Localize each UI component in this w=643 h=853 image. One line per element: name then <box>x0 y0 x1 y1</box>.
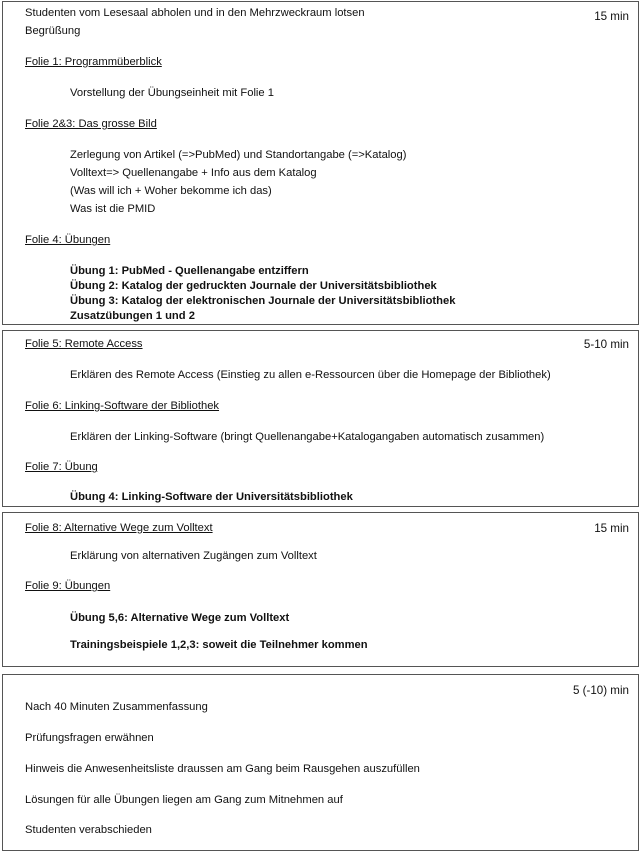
section-4-line-4: Lösungen für alle Übungen liegen am Gang zum Mitnehmen auf <box>25 794 343 806</box>
section-2-time: 5-10 min <box>583 338 629 351</box>
section-4-line-5: Studenten verabschieden <box>25 824 152 836</box>
section-2-exercise-4: Übung 4: Linking-Software der Universitätsbibliothek <box>70 491 353 503</box>
section-1-exercise-extra: Zusatzübungen 1 und 2 <box>70 310 195 322</box>
section-4-line-3: Hinweis die Anwesenheitsliste draussen am Gang beim Rausgehen auszufüllen <box>25 763 420 775</box>
section-3-time: 15 min <box>594 522 629 535</box>
section-1-line-2: Begrüßung <box>25 25 81 37</box>
section-4-line-2: Prüfungsfragen erwähnen <box>25 732 154 744</box>
section-3-slide-heading-1: Folie 8: Alternative Wege zum Volltext <box>25 522 213 534</box>
section-2-slide-heading-3: Folie 7: Übung <box>25 461 98 473</box>
section-1-line-4: Vorstellung der Übungseinheit mit Folie 1 <box>70 87 274 99</box>
section-1-line-8: (Was will ich + Woher bekomme ich das) <box>70 185 272 197</box>
section-1-line-1: Studenten vom Lesesaal abholen und in den Mehrzweckraum lotsen <box>25 7 365 19</box>
section-2-line-2: Erklären des Remote Access (Einstieg zu allen e-Ressourcen über die Homepage der Bibliothek) <box>70 369 551 381</box>
section-3-line-2: Erklärung von alternativen Zugängen zum Volltext <box>70 550 317 562</box>
section-1-time: 15 min <box>594 10 629 23</box>
section-2-slide-heading-2: Folie 6: Linking-Software der Bibliothek <box>25 400 220 412</box>
section-1-slide-heading-3: Folie 4: Übungen <box>25 234 111 246</box>
section-3-training-examples: Trainingsbeispiele 1,2,3: soweit die Teilnehmer kommen <box>70 639 368 651</box>
section-1-line-6: Zerlegung von Artikel (=>PubMed) und Standortangabe (=>Katalog) <box>70 149 407 161</box>
section-1-line-9: Was ist die PMID <box>70 203 156 215</box>
section-4-line-1: Nach 40 Minuten Zusammenfassung <box>25 701 208 713</box>
section-1-exercise-2: Übung 2: Katalog der gedruckten Journale der Universitätsbibliothek <box>70 280 437 292</box>
section-2-line-4: Erklären der Linking-Software (bringt Quellenangabe+Katalogangaben automatisch zusammen) <box>70 431 545 443</box>
section-1-exercise-1: Übung 1: PubMed - Quellenangabe entziffern <box>70 265 309 277</box>
section-4-box <box>2 674 639 851</box>
section-4-time: 5 (-10) min <box>572 684 629 697</box>
section-3-slide-heading-2: Folie 9: Übungen <box>25 580 111 592</box>
section-1-slide-heading-1: Folie 1: Programmüberblick <box>25 56 162 68</box>
section-1-line-7: Volltext=> Quellenangabe + Info aus dem Katalog <box>70 167 317 179</box>
section-1-box <box>2 1 639 325</box>
section-1-exercise-3: Übung 3: Katalog der elektronischen Journale der Universitätsbibliothek <box>70 295 456 307</box>
section-1-slide-heading-2: Folie 2&3: Das grosse Bild <box>25 118 157 130</box>
section-3-exercise-5-6: Übung 5,6: Alternative Wege zum Volltext <box>70 612 290 624</box>
section-2-slide-heading-1: Folie 5: Remote Access <box>25 338 143 350</box>
section-3-box <box>2 512 639 667</box>
section-2-box <box>2 330 639 507</box>
